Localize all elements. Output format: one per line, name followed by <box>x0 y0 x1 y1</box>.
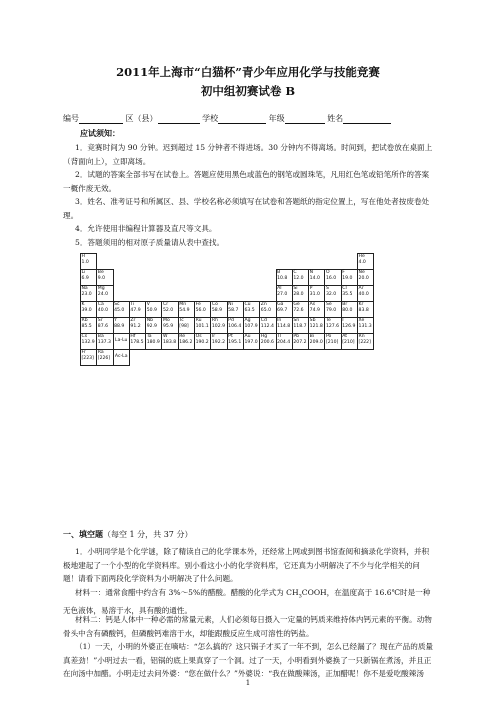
info-label-number: 编号 <box>63 114 79 123</box>
info-label-name: 姓名 <box>327 114 344 123</box>
section-1-label: 一、填空题 <box>63 529 103 539</box>
element-cell: Ag 107.9 <box>243 318 259 334</box>
empty-cell <box>341 254 357 270</box>
element-cell: Ca 40.0 <box>97 302 113 318</box>
grade-blank[interactable] <box>285 115 325 124</box>
element-cell: Zr 91.2 <box>129 318 145 334</box>
element-cell: Rn [222] <box>358 334 374 350</box>
element-cell: In 114.8 <box>276 318 292 334</box>
element-cell: Y 88.9 <box>113 318 129 334</box>
empty-cell <box>178 286 194 302</box>
element-cell: Sr 87.6 <box>97 318 113 334</box>
element-cell: Al 27.0 <box>276 286 292 302</box>
empty-cell <box>195 350 211 366</box>
empty-cell <box>276 350 292 366</box>
empty-cell <box>309 254 325 270</box>
empty-cell <box>129 350 145 366</box>
element-cell: Sn 118.7 <box>292 318 308 334</box>
info-label-district: 区（县） <box>125 114 158 123</box>
empty-cell <box>227 286 243 302</box>
empty-cell <box>260 286 276 302</box>
element-cell: Rb 85.5 <box>81 318 97 334</box>
element-cell: Tl 204.4 <box>276 334 292 350</box>
empty-cell <box>195 254 211 270</box>
notes-heading: 应试须知： <box>80 128 120 138</box>
element-cell: Hg 200.6 <box>260 334 276 350</box>
element-cell: Fe 56.0 <box>195 302 211 318</box>
element-cell: W 183.8 <box>162 334 178 350</box>
question-1-intro: 1．小明同学是个化学谜，除了精读自己的化学课本外，还经常上网或到图书馆查阅和摘录化学资料，并积极地建起了一个小型的化学资料库。别小看这小小的化学资料库，它还真为小明解决了不少与化学相关的问题！请看下面两段化学资料为小明解决了什么问题。 <box>63 547 430 583</box>
element-cell: V 50.9 <box>146 302 162 318</box>
material-2: 材料二：钙是人体中一种必需的常量元素，人们必须每日摄入一定量的钙质来维持体内钙元素的平衡。动物骨头中含有磷酸钙，但磷酸钙难溶于水，却能跟酸反应生成可溶性的钙盐。 <box>63 615 432 638</box>
periodic-row <box>81 318 374 334</box>
element-cell: Ar 40.0 <box>358 286 374 302</box>
element-cell: Zn 65.0 <box>260 302 276 318</box>
school-blank[interactable] <box>218 115 266 124</box>
exam-subtitle: 初中组初赛试卷 B <box>200 84 296 98</box>
note-3: 3．姓名、准考证号和所属区、县、学校名称必须填写在试卷和答题纸的指定位置上，写在他处者按废卷处理。 <box>63 197 430 220</box>
element-cell: Re 186.2 <box>178 334 194 350</box>
element-cell: Mg 24.0 <box>97 286 113 302</box>
number-blank[interactable] <box>79 115 123 124</box>
element-cell: Ir 192.2 <box>211 334 227 350</box>
empty-cell <box>129 286 145 302</box>
empty-cell <box>243 254 259 270</box>
periodic-row <box>81 334 374 350</box>
element-cell: Sb 121.8 <box>309 318 325 334</box>
element-cell: I 126.9 <box>341 318 357 334</box>
element-cell: Pd 106.4 <box>227 318 243 334</box>
element-cell: Ac-La <box>113 350 129 366</box>
element-cell: Sc 45.0 <box>113 302 129 318</box>
empty-cell <box>358 350 374 366</box>
element-cell: K 39.0 <box>81 302 97 318</box>
empty-cell <box>292 350 308 366</box>
periodic-row <box>81 270 374 286</box>
element-cell: Xe 131.3 <box>358 318 374 334</box>
note-5: 5．答题须用的相对原子质量请从表中查找。 <box>75 238 225 247</box>
empty-cell <box>260 350 276 366</box>
element-cell: Li 6.9 <box>81 270 97 286</box>
element-cell: Au 197.0 <box>243 334 259 350</box>
element-cell: Cs 132.9 <box>81 334 97 350</box>
element-cell: Ra [226] <box>97 350 113 366</box>
element-cell: P 31.0 <box>309 286 325 302</box>
question-1-part-1: （1）一天，小明的外婆正在嘀咕：“怎么搞的？这只锅子才买了一年不到，怎么已经漏了？现在产品的质量真差劲！”小明过去一看，铝锅的底上果真穿了一个洞。过了一天，小明看到外婆换了一只新锅在煮汤，并且正在向汤中加醋。小明走过去问外婆：“您在做什么？”外婆说：“我在做酸辣汤，正加醋呢！你不是爱吃酸辣汤 <box>63 642 434 678</box>
empty-cell <box>325 254 341 270</box>
empty-cell <box>178 270 194 286</box>
element-cell: Cu 63.5 <box>243 302 259 318</box>
empty-cell <box>292 254 308 270</box>
empty-cell <box>162 254 178 270</box>
element-cell: Ga 69.7 <box>276 302 292 318</box>
page-number: 1 <box>245 679 251 687</box>
element-cell: H 1.0 <box>81 254 97 270</box>
element-cell: Mn 54.9 <box>178 302 194 318</box>
element-cell: S 32.0 <box>325 286 341 302</box>
element-cell: Kr 83.8 <box>358 302 374 318</box>
empty-cell <box>341 350 357 366</box>
element-cell: Nb 92.9 <box>146 318 162 334</box>
empty-cell <box>162 270 178 286</box>
empty-cell <box>276 254 292 270</box>
empty-cell <box>227 270 243 286</box>
empty-cell <box>211 350 227 366</box>
element-cell: Hf 178.5 <box>129 334 145 350</box>
element-cell: Ni 58.7 <box>227 302 243 318</box>
element-cell: Ba 137.3 <box>97 334 113 350</box>
exam-title: 2011年上海市“白猫杯”青少年应用化学与技能竞赛 <box>116 65 380 79</box>
element-cell: Mo 95.9 <box>162 318 178 334</box>
name-blank[interactable] <box>343 115 391 124</box>
element-cell: N 14.0 <box>309 270 325 286</box>
periodic-row <box>81 302 374 318</box>
element-cell: Cd 112.4 <box>260 318 276 334</box>
empty-cell <box>243 286 259 302</box>
empty-cell <box>113 270 129 286</box>
empty-cell <box>97 254 113 270</box>
element-cell: Ta 180.9 <box>146 334 162 350</box>
empty-cell <box>178 254 194 270</box>
empty-cell <box>227 254 243 270</box>
periodic-table <box>80 253 374 366</box>
empty-cell <box>113 286 129 302</box>
element-cell: Po [210] <box>325 334 341 350</box>
element-cell: Ne 20.0 <box>358 270 374 286</box>
empty-cell <box>146 350 162 366</box>
element-cell: Cr 52.0 <box>162 302 178 318</box>
element-cell: C 12.0 <box>292 270 308 286</box>
periodic-row <box>81 254 374 270</box>
empty-cell <box>146 254 162 270</box>
empty-cell <box>227 350 243 366</box>
info-label-school: 学校 <box>202 114 219 123</box>
element-cell: Na 23.0 <box>81 286 97 302</box>
element-cell: Co 58.9 <box>211 302 227 318</box>
empty-cell <box>178 350 194 366</box>
element-cell: F 19.0 <box>341 270 357 286</box>
candidate-info-line <box>63 113 391 124</box>
element-cell: Ti 47.9 <box>129 302 145 318</box>
empty-cell <box>162 350 178 366</box>
empty-cell <box>325 350 341 366</box>
element-cell: Si 28.0 <box>292 286 308 302</box>
periodic-row <box>81 286 374 302</box>
element-cell: Bi 209.0 <box>309 334 325 350</box>
empty-cell <box>195 270 211 286</box>
element-cell: Ge 72.6 <box>292 302 308 318</box>
element-cell: La-Lu <box>113 334 129 350</box>
empty-cell <box>129 270 145 286</box>
element-cell: Br 80.0 <box>341 302 357 318</box>
district-blank[interactable] <box>158 115 200 124</box>
empty-cell <box>211 254 227 270</box>
empty-cell <box>211 286 227 302</box>
element-cell: O 16.0 <box>325 270 341 286</box>
empty-cell <box>211 270 227 286</box>
periodic-row <box>81 350 374 366</box>
element-cell: Be 9.0 <box>97 270 113 286</box>
material-1: 材料一：通常食醋中约含有 3%～5%的醋酸。醋酸的化学式为 $CH_3COOH$，在温度高于 16.6℃时是一种无色液体，易溶于水，具有酸的通性。 <box>63 588 431 616</box>
empty-cell <box>146 270 162 286</box>
element-cell: At [210] <box>341 334 357 350</box>
element-cell: Pt 195.1 <box>227 334 243 350</box>
empty-cell <box>243 350 259 366</box>
element-cell: As 74.9 <box>309 302 325 318</box>
empty-cell <box>129 254 145 270</box>
section-1-info: （每空 1 分，共 37 分） <box>103 530 193 539</box>
element-cell: Cl 35.5 <box>341 286 357 302</box>
element-cell: Ru 101.1 <box>195 318 211 334</box>
element-cell: Rh 102.9 <box>211 318 227 334</box>
element-cell: He 4.0 <box>358 254 374 270</box>
empty-cell <box>260 270 276 286</box>
element-cell: B 10.8 <box>276 270 292 286</box>
element-cell: Te 127.6 <box>325 318 341 334</box>
note-4: 4．允许使用非编程计算器及直尺等文具。 <box>75 224 217 233</box>
empty-cell <box>195 286 211 302</box>
element-cell: Tc [98] <box>178 318 194 334</box>
element-cell: Fr [223] <box>81 350 97 366</box>
element-cell: Os 190.2 <box>195 334 211 350</box>
note-2: 2．试题的答案全部书写在试卷上。答题应使用黑色或蓝色的钢笔或圆珠笔，凡用红色笔或铅笔所作的答案一概作废无效。 <box>63 170 430 193</box>
empty-cell <box>309 350 325 366</box>
empty-cell <box>162 286 178 302</box>
note-1: 1．竞赛时间为 90 分钟。迟到超过 15 分钟者不得进场。30 分钟内不得离场。时间到，把试卷放在桌面上（背面向上），立即离场。 <box>63 143 433 166</box>
empty-cell <box>113 254 129 270</box>
info-label-grade: 年级 <box>268 114 285 123</box>
empty-cell <box>260 254 276 270</box>
empty-cell <box>243 270 259 286</box>
empty-cell <box>146 286 162 302</box>
element-cell: Pb 207.2 <box>292 334 308 350</box>
section-1-heading <box>63 529 192 540</box>
element-cell: Se 79.0 <box>325 302 341 318</box>
